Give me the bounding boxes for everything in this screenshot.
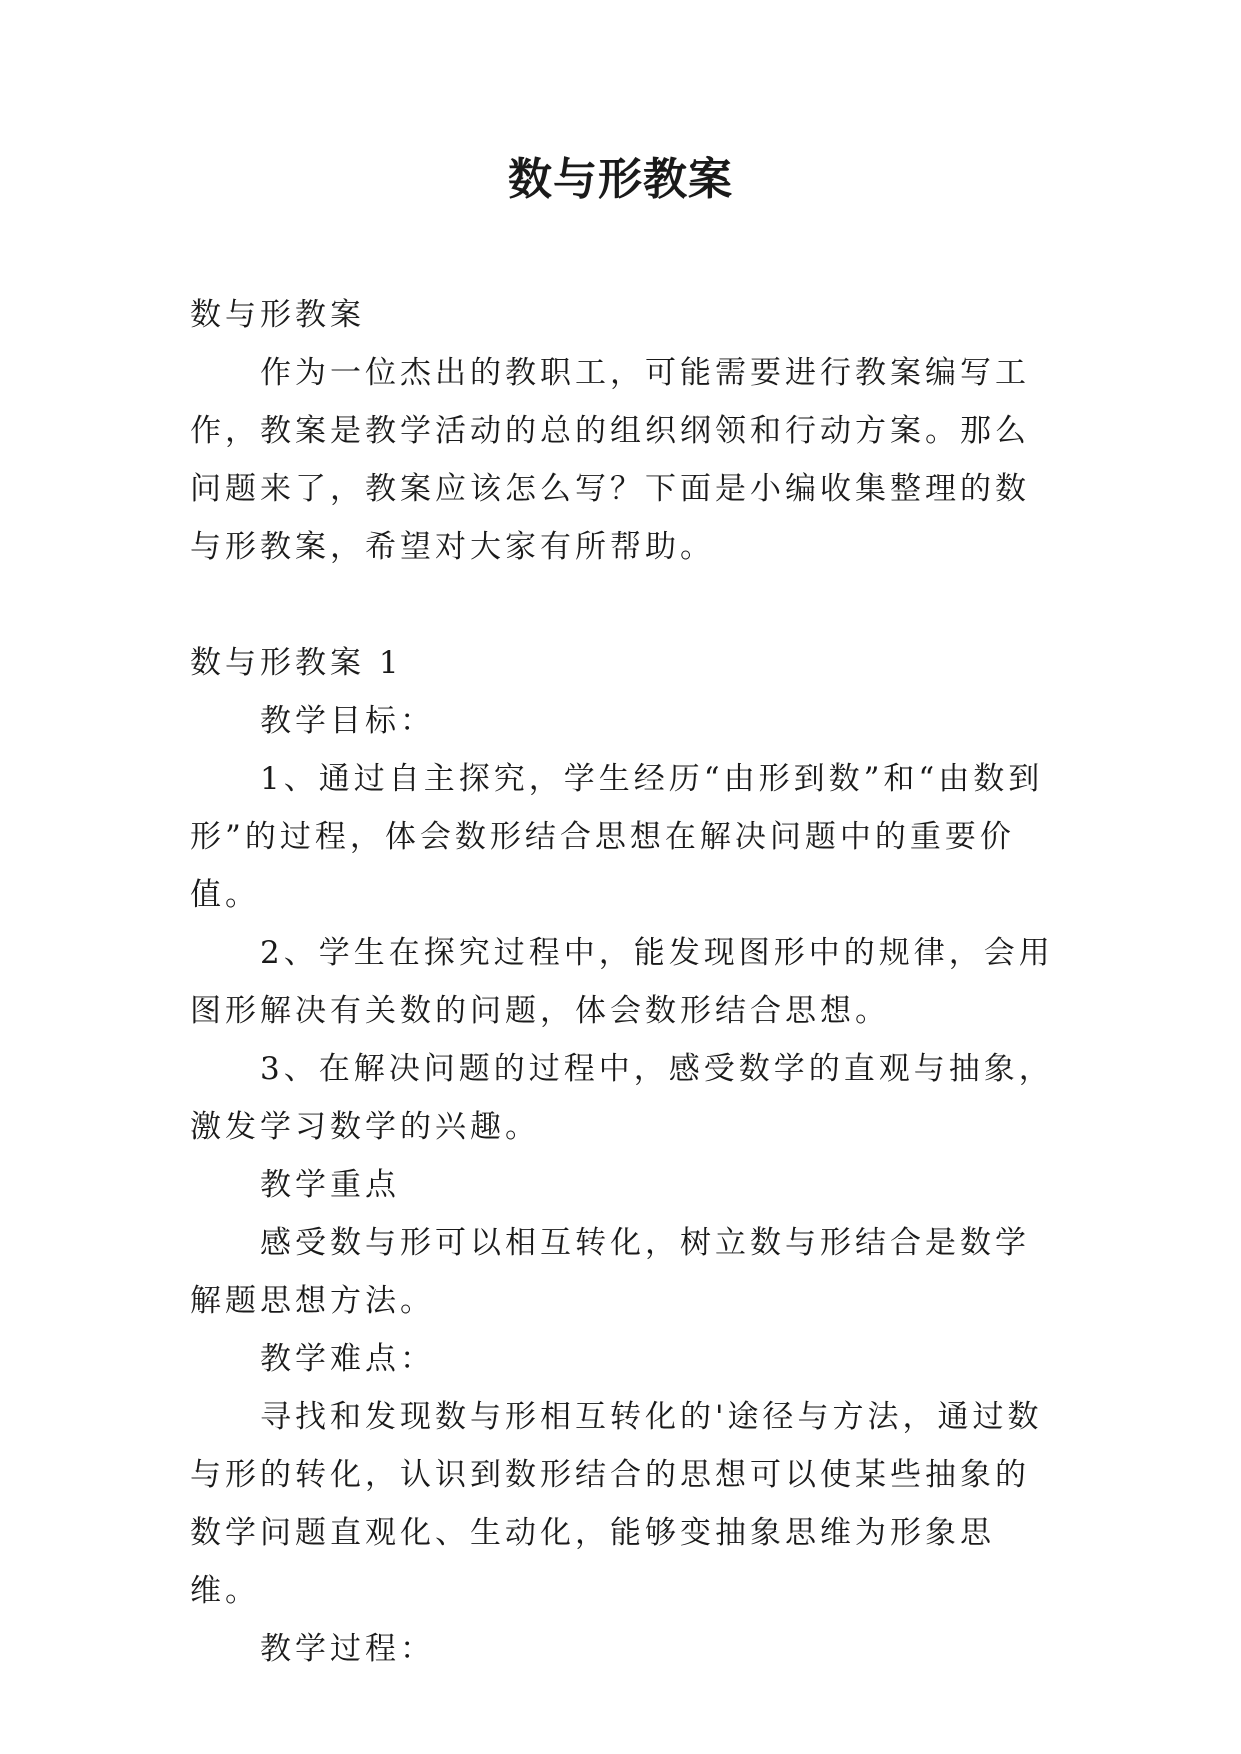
goal-item-2: 2、学生在探究过程中，能发现图形中的规律，会用图形解决有关数的问题，体会数形结合思想。 bbox=[190, 935, 1054, 1029]
goal-item-3: 3、在解决问题的过程中，感受数学的直观与抽象，激发学习数学的兴趣。 bbox=[190, 1051, 1054, 1145]
difficulty-heading: 教学难点： bbox=[260, 1341, 435, 1377]
document-subtitle: 数与形教案 bbox=[190, 297, 365, 333]
key-points-heading: 教学重点 bbox=[260, 1167, 400, 1203]
difficulty-text: 寻找和发现数与形相互转化的'途径与方法，通过数与形的转化，认识到数形结合的思想可以使某些抽象的数学问题直观化、生动化，能够变抽象思维为形象思维。 bbox=[190, 1399, 1043, 1609]
document-body bbox=[190, 286, 1060, 1678]
document-title: 数与形教案 bbox=[508, 154, 733, 205]
goal-item-1: 1、通过自主探究，学生经历“由形到数”和“由数到形”的过程，体会数形结合思想在解决问题中的重要价值。 bbox=[190, 761, 1044, 913]
key-points-text: 感受数与形可以相互转化，树立数与形结合是数学解题思想方法。 bbox=[190, 1225, 1030, 1319]
section-spacer bbox=[190, 576, 1060, 634]
intro-paragraph: 作为一位杰出的教职工，可能需要进行教案编写工作，教案是教学活动的总的组织纲领和行动方案。那么问题来了，教案应该怎么写？下面是小编收集整理的数与形教案，希望对大家有所帮助。 bbox=[190, 355, 1030, 565]
goals-heading: 教学目标： bbox=[260, 703, 435, 739]
process-heading: 教学过程： bbox=[260, 1631, 435, 1667]
section-title: 数与形教案 1 bbox=[190, 645, 403, 681]
